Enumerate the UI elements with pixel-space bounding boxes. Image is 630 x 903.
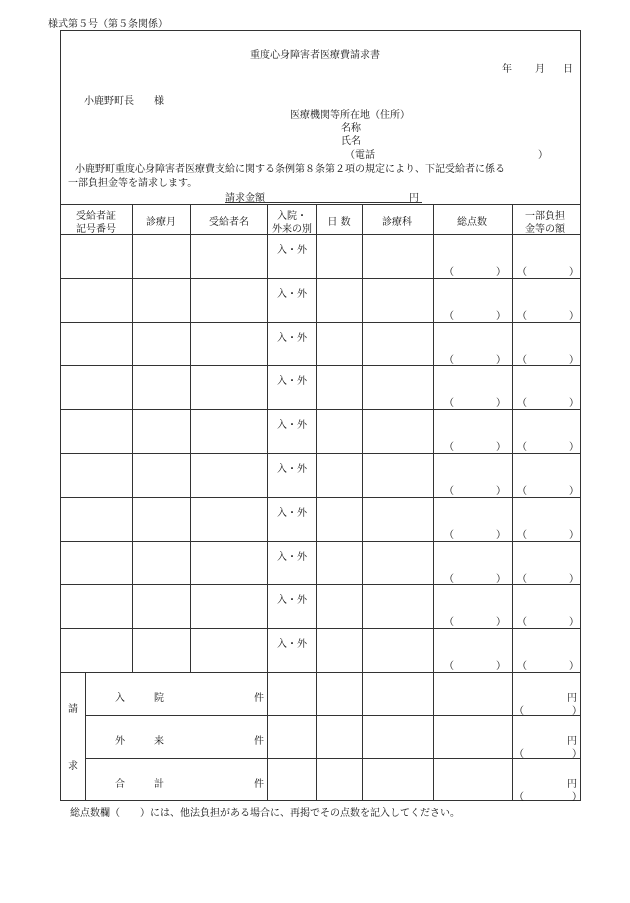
- row-line: [60, 453, 581, 454]
- inout-option[interactable]: 入・外: [277, 464, 307, 475]
- table-top-line: [60, 204, 581, 205]
- column-line: [132, 204, 133, 672]
- person-label: 氏名: [341, 136, 361, 147]
- copay-paren-close: ）: [569, 442, 579, 453]
- copay-paren-open: （: [517, 574, 527, 585]
- summary-paren-open: （: [514, 792, 524, 803]
- col-dept: 診療科: [382, 217, 412, 228]
- row-line: [60, 672, 581, 673]
- summary-paren-open: （: [514, 706, 524, 717]
- points-paren-open: （: [444, 267, 454, 278]
- form-frame: [60, 30, 581, 801]
- summary-row-line: [85, 715, 581, 716]
- form-number: 様式第５号（第５条関係）: [48, 19, 168, 30]
- copay-paren-open: （: [517, 267, 527, 278]
- summary-side-line: [85, 672, 86, 801]
- copay-paren-open: （: [517, 355, 527, 366]
- col-cert-2: 記号番号: [76, 224, 116, 235]
- copay-paren-open: （: [517, 311, 527, 322]
- summary-label-a: 入: [115, 693, 125, 704]
- column-line: [512, 204, 513, 672]
- points-paren-open: （: [444, 355, 454, 366]
- copay-paren-close: ）: [569, 574, 579, 585]
- col-days: 日 数: [327, 217, 351, 228]
- addressee: 小鹿野町長 様: [84, 96, 164, 107]
- copay-paren-open: （: [517, 486, 527, 497]
- summary-yen: 円: [567, 736, 577, 747]
- inout-option[interactable]: 入・外: [277, 552, 307, 563]
- claim-amount-underline: [225, 202, 422, 203]
- column-line: [267, 204, 268, 672]
- copay-paren-close: ）: [569, 398, 579, 409]
- summary-label-b: 来: [154, 736, 164, 747]
- row-line: [60, 497, 581, 498]
- footnote: 総点数欄（ ）には、他法負担がある場合に、再掲でその点数を記入してください。: [70, 808, 460, 819]
- column-line: [362, 204, 363, 672]
- row-line: [60, 409, 581, 410]
- points-paren-close: ）: [496, 486, 506, 497]
- col-name: 受給者名: [209, 217, 249, 228]
- row-line: [60, 628, 581, 629]
- summary-side-2: 求: [68, 761, 78, 772]
- date-day[interactable]: 日: [563, 64, 573, 75]
- points-paren-open: （: [444, 617, 454, 628]
- inout-option[interactable]: 入・外: [277, 289, 307, 300]
- summary-label-b: 計: [154, 779, 164, 790]
- address-label: 医療機関等所在地（住所）: [290, 110, 410, 121]
- col-copay-1: 一部負担: [525, 211, 565, 222]
- summary-paren-open: （: [514, 749, 524, 760]
- copay-paren-open: （: [517, 661, 527, 672]
- row-line: [60, 541, 581, 542]
- points-paren-close: ）: [496, 574, 506, 585]
- points-paren-close: ）: [496, 267, 506, 278]
- summary-paren-close: ）: [572, 792, 582, 803]
- summary-column-line: [433, 672, 434, 801]
- claim-amount-label: 請求金額: [225, 193, 265, 204]
- points-paren-open: （: [444, 530, 454, 541]
- summary-row-line: [85, 758, 581, 759]
- summary-yen: 円: [567, 779, 577, 790]
- summary-unit: 件: [254, 736, 264, 747]
- copay-paren-close: ）: [569, 267, 579, 278]
- copay-paren-open: （: [517, 398, 527, 409]
- phone-open: （電話: [345, 150, 375, 161]
- col-inout-1: 入院・: [277, 211, 307, 222]
- inout-option[interactable]: 入・外: [277, 376, 307, 387]
- column-line: [316, 204, 317, 672]
- points-paren-open: （: [444, 574, 454, 585]
- form-title: 重度心身障害者医療費請求書: [250, 50, 380, 61]
- inout-option[interactable]: 入・外: [277, 245, 307, 256]
- points-paren-open: （: [444, 486, 454, 497]
- row-line: [60, 322, 581, 323]
- summary-column-line: [267, 672, 268, 801]
- points-paren-close: ）: [496, 617, 506, 628]
- points-paren-open: （: [444, 398, 454, 409]
- points-paren-close: ）: [496, 311, 506, 322]
- date-month[interactable]: 月: [535, 64, 545, 75]
- header-bottom-line: [60, 234, 581, 235]
- summary-paren-close: ）: [572, 749, 582, 760]
- claim-amount-unit: 円: [409, 193, 419, 204]
- points-paren-close: ）: [496, 661, 506, 672]
- inout-option[interactable]: 入・外: [277, 333, 307, 344]
- summary-unit: 件: [254, 693, 264, 704]
- summary-label-a: 合: [115, 779, 125, 790]
- copay-paren-open: （: [517, 442, 527, 453]
- phone-close: ）: [538, 150, 548, 161]
- copay-paren-open: （: [517, 530, 527, 541]
- body-line-1: 小鹿野町重度心身障害者医療費支給に関する条例第８条第２項の規定により、下記受給者に係る: [75, 164, 505, 175]
- summary-label-a: 外: [115, 736, 125, 747]
- inout-option[interactable]: 入・外: [277, 639, 307, 650]
- row-line: [60, 278, 581, 279]
- summary-column-line: [512, 672, 513, 801]
- name-label: 名称: [341, 123, 361, 134]
- points-paren-close: ）: [496, 442, 506, 453]
- summary-unit: 件: [254, 779, 264, 790]
- summary-paren-close: ）: [572, 706, 582, 717]
- inout-option[interactable]: 入・外: [277, 420, 307, 431]
- summary-column-line: [316, 672, 317, 801]
- column-line: [433, 204, 434, 672]
- inout-option[interactable]: 入・外: [277, 508, 307, 519]
- col-cert-1: 受給者証: [76, 211, 116, 222]
- copay-paren-close: ）: [569, 661, 579, 672]
- col-month: 診療月: [146, 217, 176, 228]
- col-copay-2: 金等の額: [525, 224, 565, 235]
- summary-column-line: [362, 672, 363, 801]
- summary-yen: 円: [567, 693, 577, 704]
- copay-paren-open: （: [517, 617, 527, 628]
- points-paren-open: （: [444, 442, 454, 453]
- copay-paren-close: ）: [569, 355, 579, 366]
- inout-option[interactable]: 入・外: [277, 595, 307, 606]
- points-paren-open: （: [444, 661, 454, 672]
- col-points: 総点数: [457, 217, 487, 228]
- copay-paren-close: ）: [569, 617, 579, 628]
- points-paren-open: （: [444, 311, 454, 322]
- copay-paren-close: ）: [569, 530, 579, 541]
- body-line-2: 一部負担金等を請求します。: [68, 178, 198, 189]
- copay-paren-close: ）: [569, 486, 579, 497]
- points-paren-close: ）: [496, 355, 506, 366]
- date-year[interactable]: 年: [502, 64, 512, 75]
- summary-label-b: 院: [154, 693, 164, 704]
- points-paren-close: ）: [496, 530, 506, 541]
- points-paren-close: ）: [496, 398, 506, 409]
- copay-paren-close: ）: [569, 311, 579, 322]
- column-line: [190, 204, 191, 672]
- col-inout-2: 外来の別: [272, 224, 312, 235]
- summary-side-1: 請: [68, 704, 78, 715]
